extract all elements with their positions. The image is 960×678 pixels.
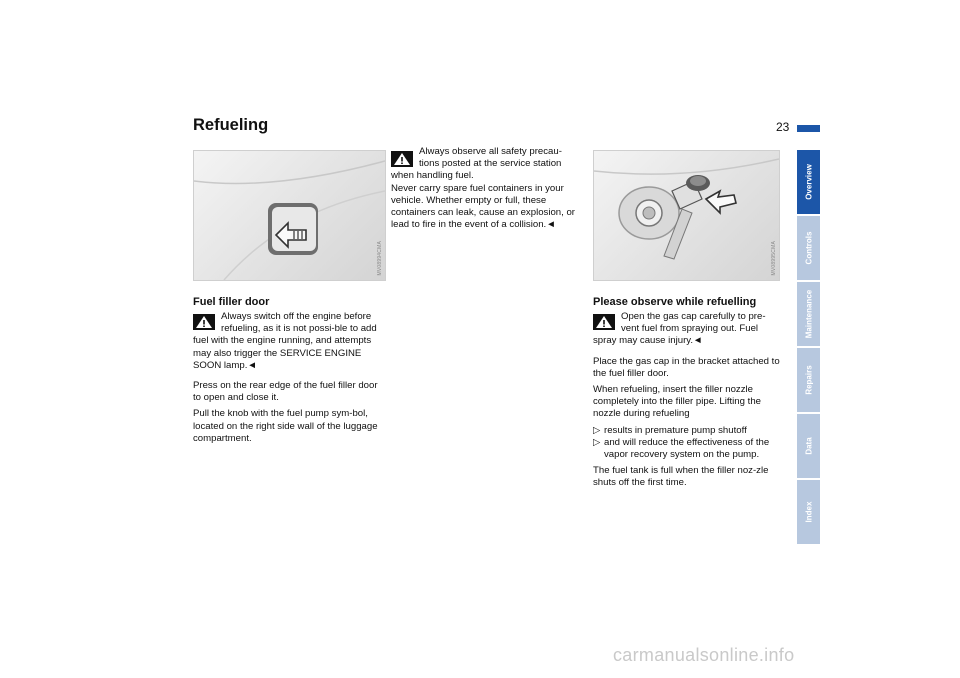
warning-icon [593,314,615,330]
fuel-filler-door-photo [193,150,386,281]
photo-code: MV08995CMA [771,241,777,276]
safety-warning: Always observe all safety precau-tions posted at the service station when handling fuel. [391,146,562,182]
section-tabs [797,150,820,546]
observe-para3: The fuel tank is full when the filler noz-zle shuts off the first time. [593,465,769,489]
observe-warning: Open the gas cap carefully to pre-vent fuel from spraying out. Fuel spray may cause injury.◄ [593,311,766,347]
bullet-marker: ▷ [593,436,601,448]
bullet-marker: ▷ [593,424,601,436]
fuel-filler-section [193,311,383,449]
warning-icon [193,314,215,330]
observe-section [593,311,783,494]
watermark: carmanualsonline.info [613,645,795,665]
page-title: Refueling [193,116,269,134]
tab-index[interactable]: Index [797,480,820,544]
page-number: 23 [776,120,790,134]
observe-heading: Please observe while refuelling [593,296,757,308]
tab-maintenance[interactable]: Maintenance [797,282,820,346]
fuel-filler-warning: Always switch off the engine before refueling, as it is not possi-ble to add fuel with the engine running, and attempts may also trigger the SERVICE ENGINE SOON lamp.◄ [193,311,377,371]
fuel-filler-heading: Fuel filler door [193,296,270,308]
observe-bullet-list [593,425,783,462]
warning-icon [391,151,413,167]
list-item: ▷ and will reduce the effectiveness of the vapor recovery system on the pump. [593,436,770,461]
tab-controls[interactable]: Controls [797,216,820,280]
tab-data[interactable]: Data [797,414,820,478]
observe-para2: When refueling, insert the filler nozzle completely into the filler pipe. Lifting the nozzle during refueling [593,384,761,420]
fuel-filler-door-illustration [194,151,385,280]
fuel-filler-para2: Pull the knob with the fuel pump sym-bol, located on the right side wall of the luggage compartment. [193,408,378,444]
observe-para1: Place the gas cap in the bracket attached to the fuel filler door. [593,355,780,379]
fuel-filler-para1: Press on the rear edge of the fuel filler door to open and close it. [193,380,378,404]
safety-section [391,146,581,235]
gas-cap-photo [593,150,780,281]
photo-code: MV08994CMA [377,241,383,276]
list-item: ▷ results in premature pump shutoff [593,424,747,436]
tab-overview[interactable]: Overview [797,150,820,214]
gas-cap-illustration [594,151,779,280]
page-number-bar [797,125,820,132]
tab-repairs[interactable]: Repairs [797,348,820,412]
safety-text: Never carry spare fuel containers in your vehicle. Whether empty or full, these containers can leak, cause an explosion, or lead to fire in the event of a collision.◄ [391,182,575,231]
